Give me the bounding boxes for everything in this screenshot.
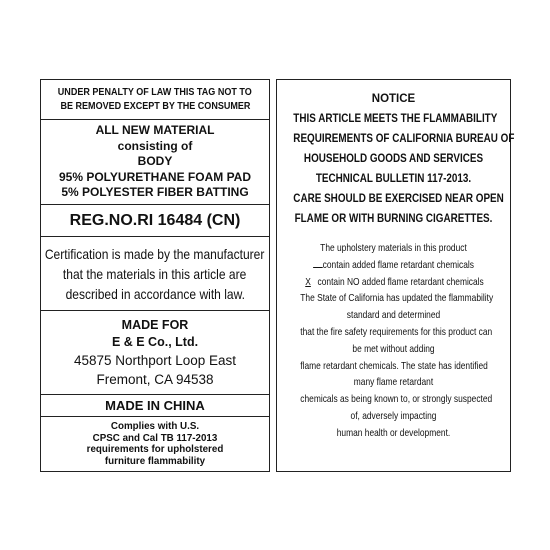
country-of-origin bbox=[41, 395, 269, 417]
material-line: BODY bbox=[137, 154, 173, 169]
compliance-statement bbox=[41, 417, 269, 471]
material-line: consisting of bbox=[117, 138, 193, 153]
penalty-line: UNDER PENALTY OF LAW THIS TAG NOT TO bbox=[58, 86, 252, 98]
option-added-row bbox=[300, 257, 486, 274]
notice-line: CARE SHOULD BE EXERCISED NEAR OPEN bbox=[293, 193, 504, 205]
disclosure-line: flame retardant chemicals. The state has identified bbox=[300, 359, 488, 372]
material-content bbox=[41, 120, 269, 205]
certification-line: described in accordance with law. bbox=[65, 285, 245, 302]
material-line: 5% POLYESTER FIBER BATTING bbox=[61, 185, 249, 200]
disclosure-intro: The upholstery materials in this product bbox=[320, 242, 467, 254]
disclosure-line: many flame retardant bbox=[353, 376, 434, 389]
certification-line: Certification is made by the manufacturer bbox=[45, 245, 265, 262]
disclosure-line: The State of California has updated the flammability bbox=[300, 292, 494, 305]
disclosure-line: be met without adding bbox=[352, 342, 435, 355]
made-for-label: MADE FOR bbox=[121, 317, 189, 332]
complies-line: Complies with U.S. bbox=[110, 421, 200, 432]
notice-title: NOTICE bbox=[371, 93, 416, 105]
notice-block bbox=[277, 89, 515, 229]
address-line-1: 45875 Northport Loop East bbox=[73, 352, 237, 368]
flame-retardant-disclosure bbox=[277, 240, 510, 442]
certification-statement bbox=[41, 237, 269, 311]
disclosure-line: that the fire safety requirements for this product can bbox=[300, 325, 493, 338]
made-for-block bbox=[41, 311, 269, 395]
complies-line: CPSC and Cal TB 117-2013 bbox=[92, 432, 218, 444]
option-none-row bbox=[300, 274, 486, 291]
complies-line: furniture flammability bbox=[104, 455, 206, 467]
option-added-text: contain added flame retardant chemicals bbox=[322, 258, 474, 271]
disclosure-line: chemicals as being known to, or strongly suspected bbox=[300, 393, 493, 406]
certification-line: that the materials in this article are bbox=[63, 265, 247, 282]
origin-text: MADE IN CHINA bbox=[105, 398, 205, 413]
law-tag-left-panel bbox=[40, 79, 270, 472]
penalty-warning bbox=[41, 80, 269, 120]
option-added-blank bbox=[313, 258, 323, 268]
penalty-line: BE REMOVED EXCEPT BY THE CONSUMER bbox=[59, 99, 250, 112]
notice-line: TECHNICAL BULLETIN 117-2013. bbox=[315, 173, 472, 185]
notice-right-panel bbox=[276, 79, 515, 472]
registration-text: REG.NO.RI 16484 (CN) bbox=[69, 211, 241, 229]
disclosure-line: of, adversely impacting bbox=[350, 409, 437, 422]
address-line-2: Fremont, CA 94538 bbox=[96, 371, 214, 387]
complies-line: requirements for upholstered bbox=[86, 444, 224, 455]
option-none-mark: X bbox=[305, 275, 311, 288]
material-line: 95% POLYURETHANE FOAM PAD bbox=[58, 169, 252, 184]
notice-line: THIS ARTICLE MEETS THE FLAMMABILITY bbox=[293, 113, 498, 125]
disclosure-line: human health or development. bbox=[336, 426, 451, 439]
notice-line: FLAME OR WITH BURNING CIGARETTES. bbox=[294, 213, 493, 225]
option-none-text: contain NO added flame retardant chemicals bbox=[317, 275, 484, 288]
disclosure-line: standard and determined bbox=[346, 309, 441, 322]
company-name: E & E Co., Ltd. bbox=[111, 334, 199, 349]
notice-line: REQUIREMENTS OF CALIFORNIA BUREAU OF bbox=[293, 133, 515, 145]
registration-number bbox=[41, 205, 269, 237]
material-line: ALL NEW MATERIAL bbox=[95, 123, 215, 138]
notice-line: HOUSEHOLD GOODS AND SERVICES bbox=[303, 153, 484, 165]
